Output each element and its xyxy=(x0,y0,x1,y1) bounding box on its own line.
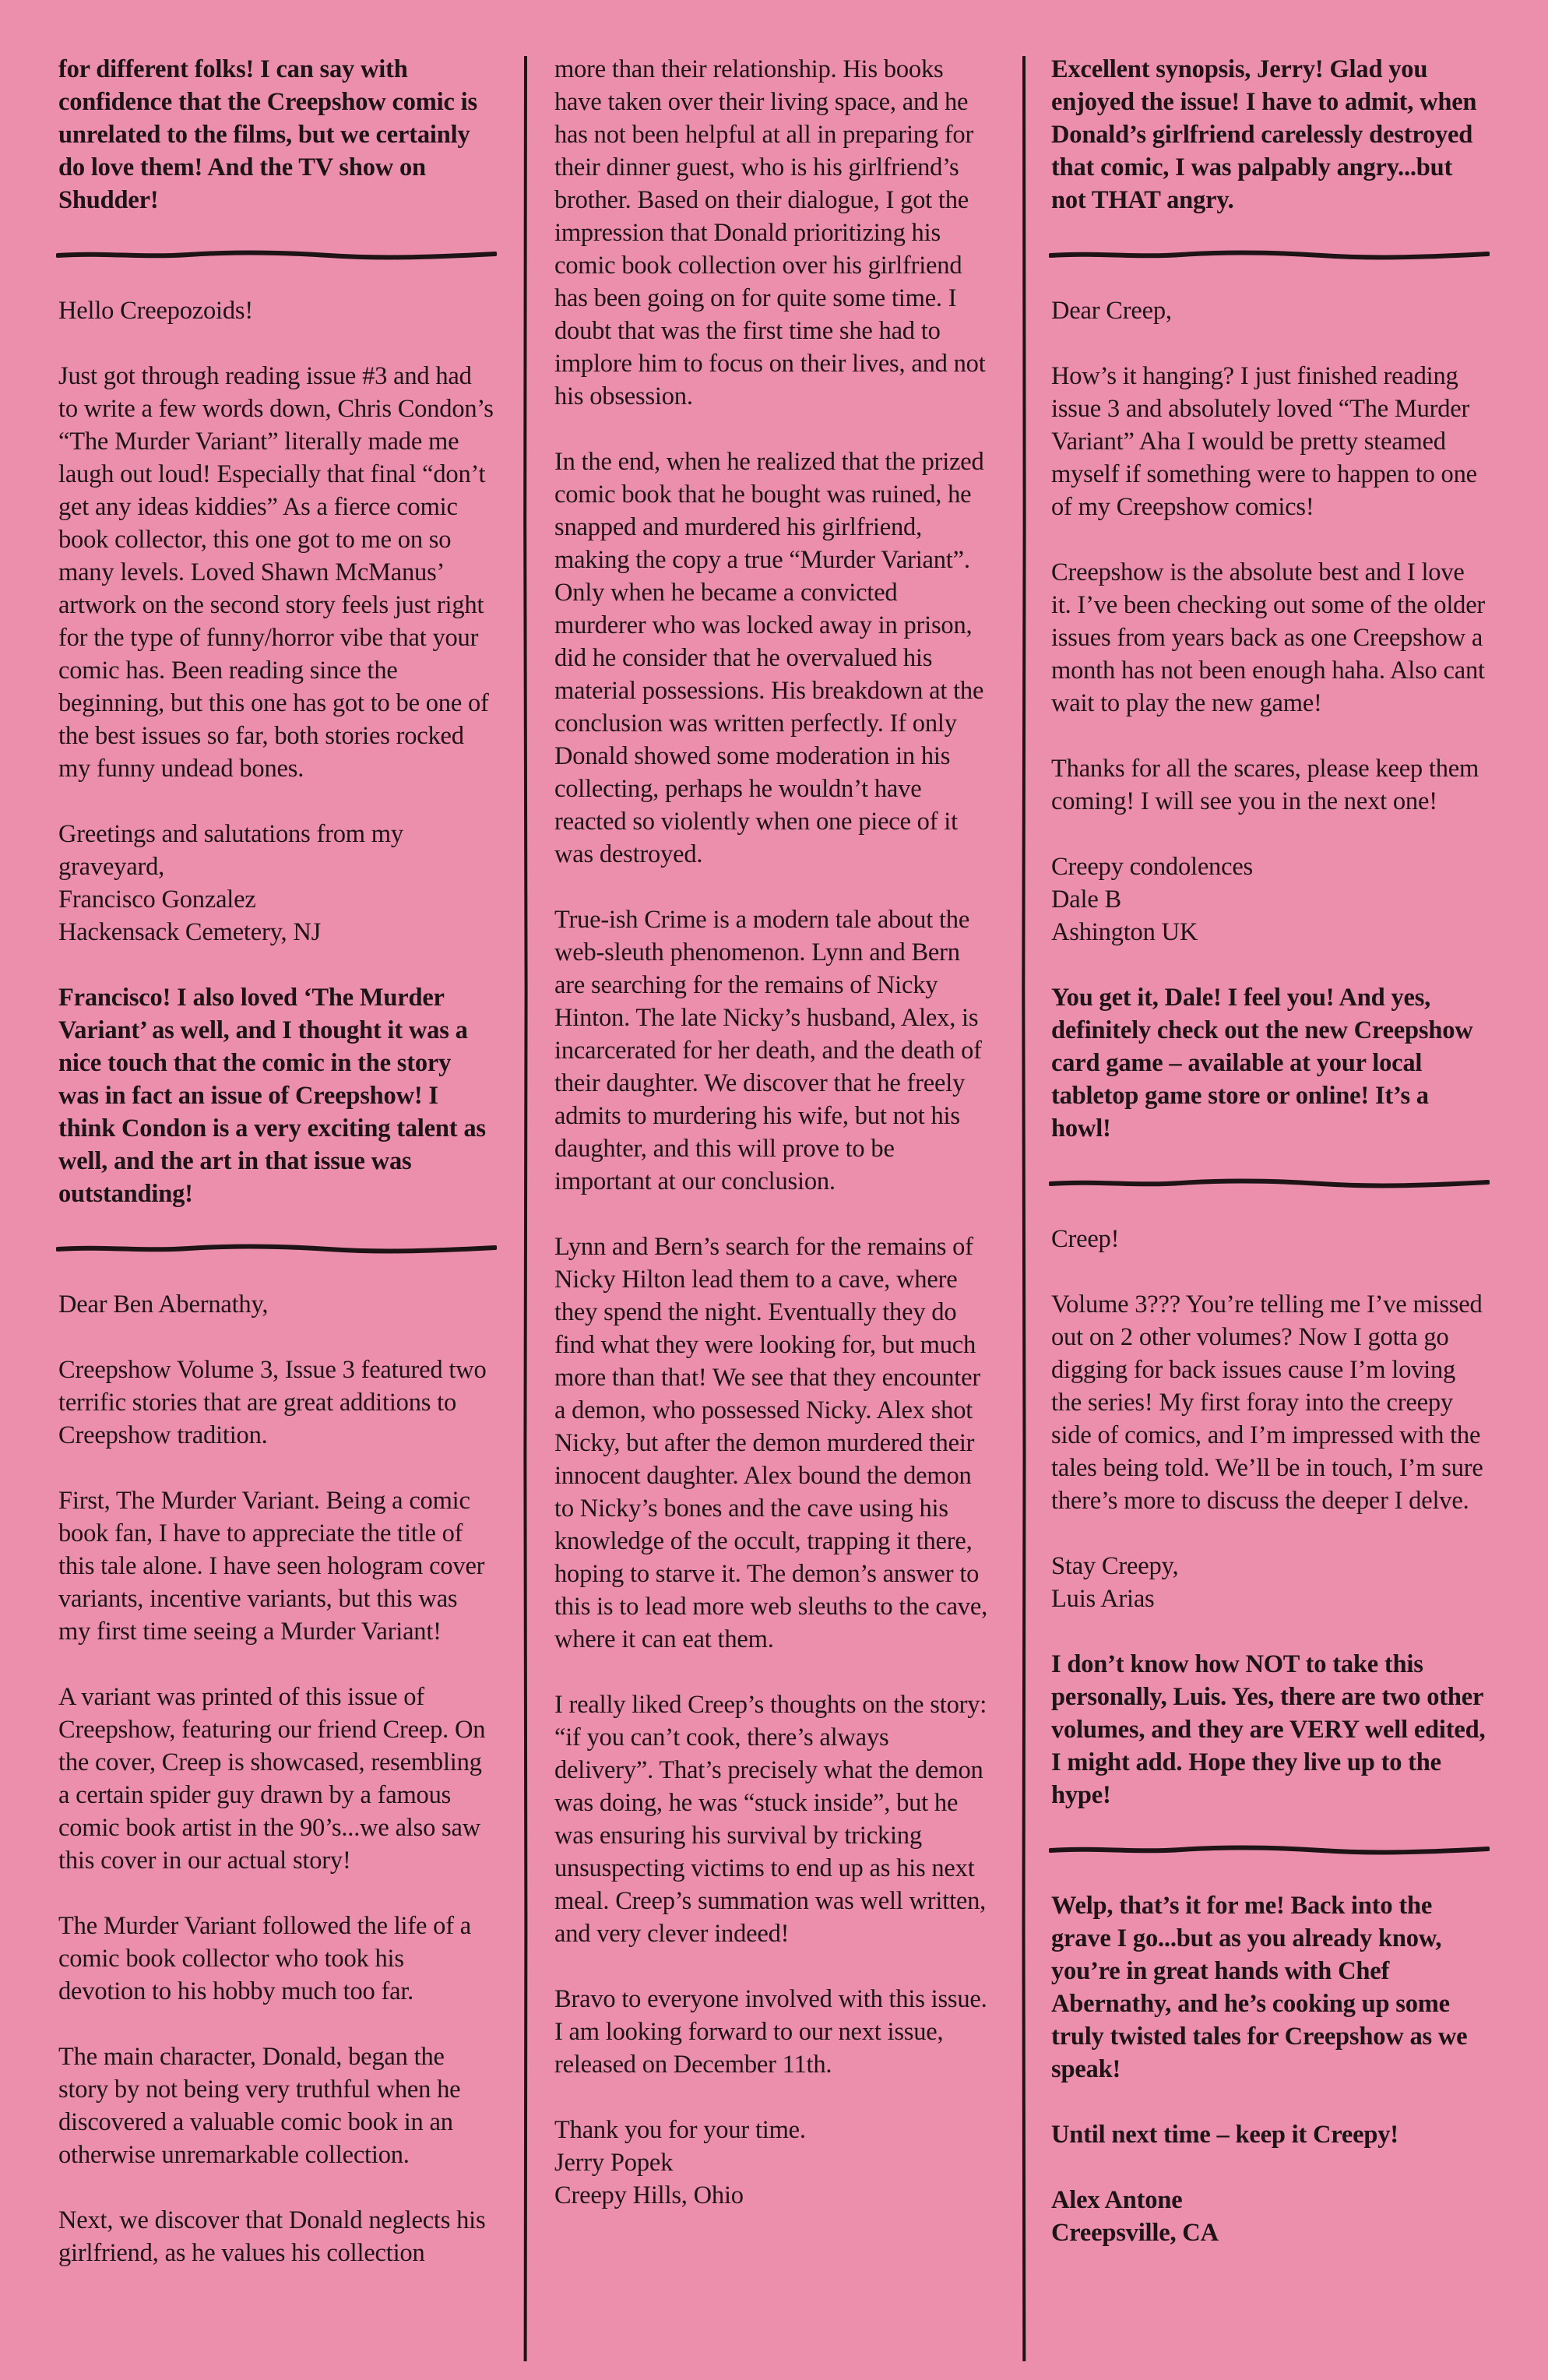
section-divider xyxy=(1049,1844,1490,1855)
letter-paragraph: Greetings and salutations from my graveyard, Francisco Gonzalez Hackensack Cemetery, NJ xyxy=(58,820,403,946)
letter-paragraph: In the end, when he realized that the prized comic book that he bought was ruined, he snapped and murdered his girlfriend, making the copy a true “Murder Variant”. Only when he became a convicted murderer who was locked away in prison, did he consider that he overvalued his material possessions. His breakdown at the conclusion was written perfectly. If only Donald showed some moderation in his collecting, perhaps he wouldn’t have reacted so violently when one piece of it was destroyed. xyxy=(554,448,984,868)
column-rule-right xyxy=(1021,56,1027,2361)
editor-reply-paragraph: Welp, that’s it for me! Back into the grave I go...but as you already know, you’re in great hands with Chef Abernathy, and he’s cooking up some truly twisted tales for Creepshow as we speak! xyxy=(1051,1892,1468,2083)
letter-column-2 xyxy=(554,53,990,2212)
editor-reply-paragraph: Francisco! I also loved ‘The Murder Variant’ as well, and I thought it was a nice touch that the comic in the story was in fact an issue of Creepshow! I think Condon is a very exciting talent as well, and the art in that issue was outstanding! xyxy=(58,984,486,1208)
letter-column-3 xyxy=(1051,53,1487,2249)
letter-paragraph: Creepshow is the absolute best and I love it. I’ve been checking out some of the older issues from years back as one Creepshow a month has not been enough haha. Also cant wait to play the new game! xyxy=(1051,558,1486,717)
editor-reply-paragraph: Excellent synopsis, Jerry! Glad you enjoyed the issue! I have to admit, when Donald’s girlfriend carelessly destroyed that comic, I was palpably angry...but not THAT angry. xyxy=(1051,55,1477,214)
letter-column-1 xyxy=(58,53,494,2269)
editor-reply-paragraph: You get it, Dale! I feel you! And yes, definitely check out the new Creepshow card game – available at your local tabletop game store or online! It’s a howl! xyxy=(1051,984,1473,1142)
letter-paragraph: Creep! xyxy=(1051,1225,1120,1253)
section-divider xyxy=(56,1243,497,1254)
letter-paragraph: Stay Creepy, Luis Arias xyxy=(1051,1552,1179,1613)
column-rule-left xyxy=(522,56,529,2361)
editor-reply-paragraph: I don’t know how NOT to take this personally, Luis. Yes, there are two other volumes, and they are VERY well edited, I might add. Hope they live up to the hype! xyxy=(1051,1650,1486,1809)
letter-paragraph: Dear Creep, xyxy=(1051,297,1172,325)
letter-paragraph: The main character, Donald, began the story by not being very truthful when he discovered a valuable comic book in an otherwise unremarkable collection. xyxy=(58,2043,461,2169)
section-divider xyxy=(1049,249,1490,260)
letter-paragraph: The Murder Variant followed the life of a comic book collector who took his devotion to his hobby much too far. xyxy=(58,1912,471,2005)
letter-paragraph: Thanks for all the scares, please keep them coming! I will see you in the next one! xyxy=(1051,755,1479,815)
editor-reply-paragraph: Alex Antone Creepsville, CA xyxy=(1051,2186,1219,2247)
section-divider xyxy=(56,249,497,260)
letter-paragraph: Next, we discover that Donald neglects his girlfriend, as he values his collection xyxy=(58,2206,486,2267)
letter-paragraph: Bravo to everyone involved with this issue. I am looking forward to our next issue, released on December 11th. xyxy=(554,1985,987,2079)
letter-paragraph: Lynn and Bern’s search for the remains of Nicky Hilton lead them to a cave, where they spend the night. Eventually they do find what they were looking for, but much more than that! We see that they encounter a demon, who possessed Nicky. Alex shot Nicky, but after the demon murdered their innocent daughter. Alex bound the demon to Nicky’s bones and the cave using his knowledge of the occult, trapping it there, hoping to starve it. The demon’s answer to this is to lead more web sleuths to the cave, where it can eat them. xyxy=(554,1233,988,1653)
letter-paragraph: I really liked Creep’s thoughts on the story: “if you can’t cook, there’s always delivery”. That’s precisely what the demon was doing, he was “stuck inside”, but he was ensuring his survival by tricking unsuspecting victims to end up as his next meal. Creep’s summation was well written, and very clever indeed! xyxy=(554,1691,987,1948)
letter-paragraph: Dear Ben Abernathy, xyxy=(58,1290,269,1319)
letter-paragraph: Creepshow Volume 3, Issue 3 featured two terrific stories that are great additions to Creepshow tradition. xyxy=(58,1356,487,1449)
letter-paragraph: True-ish Crime is a modern tale about the web-sleuth phenomenon. Lynn and Bern are searching for the remains of Nicky Hinton. The late Nicky’s husband, Alex, is incarcerated for her death, and the death of their daughter. We discover that he freely admits to murdering his wife, but not his daughter, and this will prove to be important at our conclusion. xyxy=(554,906,982,1195)
letter-paragraph: Just got through reading issue #3 and had to write a few words down, Chris Condon’s “The Murder Variant” literally made me laugh out loud! Especially that final “don’t get any ideas kiddies” As a fierce comic book collector, this one got to me on so many levels. Loved Shawn McManus’ artwork on the second story feels just right for the type of funny/horror vibe that your comic has. Been reading since the beginning, but this one has got to be one of the best issues so far, both stories rocked my funny undead bones. xyxy=(58,362,494,783)
letter-paragraph: Thank you for your time. Jerry Popek Creepy Hills, Ohio xyxy=(554,2116,806,2209)
letter-paragraph: How’s it hanging? I just finished reading issue 3 and absolutely loved “The Murder Variant” Aha I would be pretty steamed myself if something were to happen to one of my Creepshow comics! xyxy=(1051,362,1477,521)
letter-paragraph: more than their relationship. His books have taken over their living space, and he has not been helpful at all in preparing for their dinner guest, who is his girlfriend’s brother. Based on their dialogue, I got the impression that Donald prioritizing his comic book collection over his girlfriend has been going on for quite some time. I doubt that was the first time she had to implore him to focus on their lives, and not his obsession. xyxy=(554,55,986,410)
section-divider xyxy=(1049,1178,1490,1188)
letter-paragraph: Hello Creepozoids! xyxy=(58,297,254,325)
editor-reply-paragraph: Until next time – keep it Creepy! xyxy=(1051,2121,1398,2149)
letter-paragraph: First, The Murder Variant. Being a comic book fan, I have to appreciate the title of this tale alone. I have seen hologram cover variants, incentive variants, but this was my first time seeing a Murder Variant! xyxy=(58,1487,485,1646)
letter-paragraph: A variant was printed of this issue of Creepshow, featuring our friend Creep. On the cover, Creep is showcased, resembling a certain spider guy drawn by a famous comic book artist in the 90’s...we also saw this cover in our actual story! xyxy=(58,1683,486,1875)
letter-paragraph: Creepy condolences Dale B Ashington UK xyxy=(1051,853,1254,946)
letter-paragraph: Volume 3??? You’re telling me I’ve missed out on 2 other volumes? Now I gotta go digging for back issues cause I’m loving the series! My first foray into the creepy side of comics, and I’m impressed with the tales being told. We’ll be in touch, I’m sure there’s more to discuss the deeper I delve. xyxy=(1051,1290,1483,1515)
editor-reply-paragraph: for different folks! I can say with confidence that the Creepshow comic is unrelated to the films, but we certainly do love them! And the TV show on Shudder! xyxy=(58,55,477,214)
